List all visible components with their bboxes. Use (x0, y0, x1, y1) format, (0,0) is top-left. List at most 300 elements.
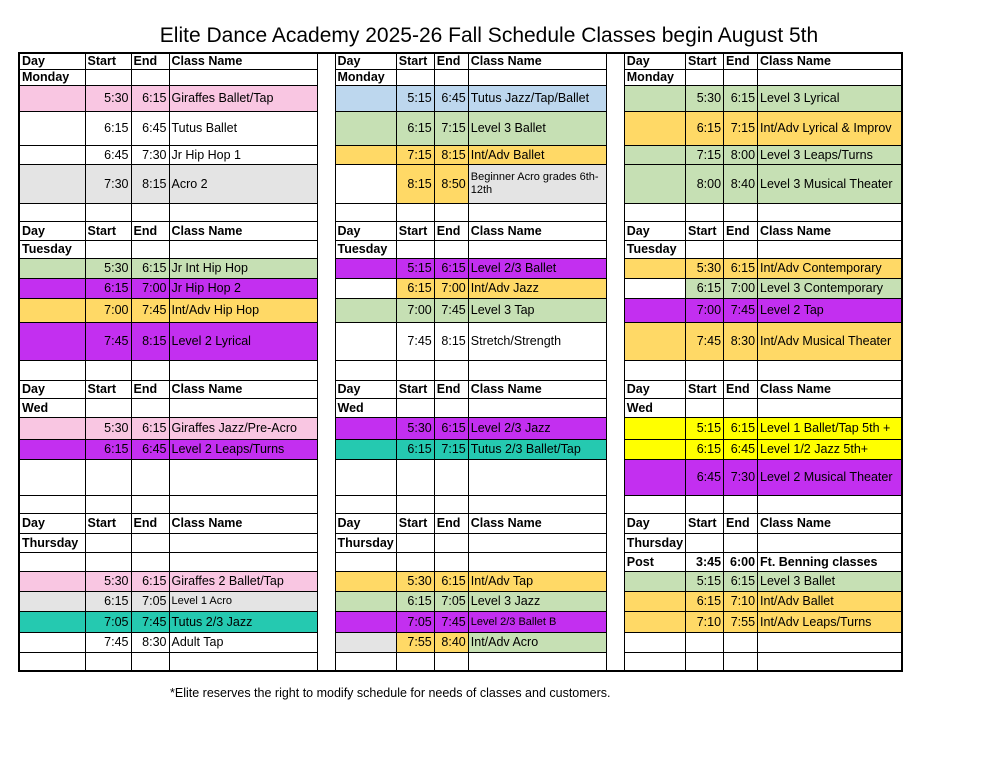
cell-day (19, 439, 85, 459)
cell-class-name (758, 398, 902, 417)
schedule-row (19, 278, 902, 298)
cell-start (396, 652, 434, 671)
schedule-row (19, 552, 902, 571)
column-gap (606, 591, 624, 611)
cell-class-name: Level 2 Musical Theater (758, 459, 902, 495)
cell-class-name: Giraffes 2 Ballet/Tap (169, 571, 317, 591)
cell-day: Day (624, 513, 685, 533)
cell-class-name: Stretch/Strength (468, 322, 606, 360)
cell-class-name: Jr Int Hip Hop (169, 258, 317, 278)
cell-class-name: Class Name (758, 380, 902, 398)
cell-class-name: Class Name (468, 513, 606, 533)
cell-start: 7:45 (396, 322, 434, 360)
cell-end: End (724, 513, 758, 533)
cell-start (686, 240, 724, 258)
cell-start: 7:00 (85, 298, 131, 322)
cell-day (19, 258, 85, 278)
cell-end: End (724, 380, 758, 398)
schedule-row (19, 533, 902, 552)
schedule-row (19, 53, 902, 69)
cell-start: 7:00 (686, 298, 724, 322)
cell-start: Start (396, 380, 434, 398)
cell-class-name: Level 3 Lyrical (758, 85, 902, 111)
column-gap (317, 632, 335, 652)
column-gap (606, 298, 624, 322)
cell-day (624, 258, 685, 278)
cell-end: 6:15 (724, 85, 758, 111)
schedule-row (19, 164, 902, 203)
cell-start: 5:15 (396, 85, 434, 111)
cell-start (85, 398, 131, 417)
cell-start (686, 360, 724, 380)
cell-day: Tuesday (19, 240, 85, 258)
cell-end: 7:45 (724, 298, 758, 322)
cell-end (434, 203, 468, 221)
schedule-row (19, 221, 902, 240)
column-gap (606, 571, 624, 591)
cell-day: Monday (19, 69, 85, 85)
cell-end (131, 459, 169, 495)
page-title: Elite Dance Academy 2025-26 Fall Schedule Classes begin August 5th (159, 24, 819, 47)
cell-class-name: Level 2 Tap (758, 298, 902, 322)
cell-start (85, 533, 131, 552)
cell-start: 6:15 (85, 111, 131, 145)
cell-class-name (169, 552, 317, 571)
cell-start: 6:15 (686, 278, 724, 298)
cell-day (19, 203, 85, 221)
column-gap (606, 240, 624, 258)
cell-class-name: Int/Adv Hip Hop (169, 298, 317, 322)
cell-end: End (131, 53, 169, 69)
cell-start (396, 69, 434, 85)
cell-class-name (468, 360, 606, 380)
cell-end: 6:15 (131, 417, 169, 439)
column-gap (606, 85, 624, 111)
cell-end: 6:15 (724, 571, 758, 591)
column-gap (606, 258, 624, 278)
cell-day (624, 164, 685, 203)
schedule-row (19, 360, 902, 380)
cell-end: 8:15 (131, 322, 169, 360)
cell-end: End (724, 53, 758, 69)
cell-class-name (468, 495, 606, 513)
cell-start (396, 203, 434, 221)
column-gap (317, 513, 335, 533)
cell-start: Start (686, 513, 724, 533)
cell-start (85, 495, 131, 513)
cell-end: 7:15 (434, 439, 468, 459)
cell-end: 8:00 (724, 145, 758, 164)
column-gap (317, 495, 335, 513)
cell-end (434, 69, 468, 85)
cell-end: 7:55 (724, 611, 758, 632)
column-gap (606, 164, 624, 203)
cell-class-name (758, 495, 902, 513)
cell-day (624, 278, 685, 298)
cell-start: 5:30 (686, 258, 724, 278)
column-gap (606, 53, 624, 69)
cell-end (724, 360, 758, 380)
cell-end (434, 360, 468, 380)
cell-end: 8:50 (434, 164, 468, 203)
cell-start: 7:05 (396, 611, 434, 632)
cell-start: 7:55 (396, 632, 434, 652)
cell-day (335, 611, 396, 632)
cell-end (131, 69, 169, 85)
column-gap (606, 439, 624, 459)
column-gap (606, 322, 624, 360)
cell-end: 6:15 (131, 85, 169, 111)
column-gap (317, 439, 335, 459)
cell-end: End (434, 380, 468, 398)
cell-start: Start (85, 221, 131, 240)
cell-class-name: Giraffes Jazz/Pre-Acro (169, 417, 317, 439)
cell-day (624, 298, 685, 322)
cell-class-name: Level 1 Acro (169, 591, 317, 611)
cell-start (396, 240, 434, 258)
column-gap (317, 111, 335, 145)
cell-class-name: Int/Adv Ballet (468, 145, 606, 164)
cell-start: 6:45 (85, 145, 131, 164)
cell-start: 7:10 (686, 611, 724, 632)
cell-class-name (468, 552, 606, 571)
cell-class-name (468, 652, 606, 671)
cell-start (396, 360, 434, 380)
cell-class-name: Tutus 2/3 Ballet/Tap (468, 439, 606, 459)
cell-end: 7:05 (131, 591, 169, 611)
cell-class-name: Tutus 2/3 Jazz (169, 611, 317, 632)
cell-day: Day (335, 380, 396, 398)
cell-end: 7:15 (434, 111, 468, 145)
cell-day (624, 111, 685, 145)
cell-end: End (434, 513, 468, 533)
cell-class-name (169, 360, 317, 380)
cell-class-name: Jr Hip Hop 2 (169, 278, 317, 298)
cell-day (335, 495, 396, 513)
cell-start (85, 552, 131, 571)
cell-day (335, 258, 396, 278)
schedule-row (19, 495, 902, 513)
cell-class-name: Level 2/3 Jazz (468, 417, 606, 439)
cell-start: 5:30 (686, 85, 724, 111)
cell-start: Start (85, 53, 131, 69)
cell-end: 7:45 (434, 298, 468, 322)
cell-start: 6:15 (85, 591, 131, 611)
schedule-row (19, 203, 902, 221)
cell-day (624, 322, 685, 360)
cell-day (335, 439, 396, 459)
cell-end: End (724, 221, 758, 240)
cell-class-name: Ft. Benning classes (758, 552, 902, 571)
schedule-row (19, 298, 902, 322)
cell-end: 6:45 (724, 439, 758, 459)
cell-class-name (758, 240, 902, 258)
cell-class-name: Class Name (468, 53, 606, 69)
cell-class-name: Int/Adv Tap (468, 571, 606, 591)
cell-end: 7:30 (724, 459, 758, 495)
cell-day (335, 298, 396, 322)
column-gap (606, 632, 624, 652)
cell-start: Start (686, 221, 724, 240)
cell-day (19, 145, 85, 164)
cell-start (85, 240, 131, 258)
cell-start (85, 203, 131, 221)
cell-start: 7:45 (85, 322, 131, 360)
column-gap (606, 398, 624, 417)
cell-end: 6:15 (434, 417, 468, 439)
cell-day (335, 552, 396, 571)
cell-class-name: Giraffes Ballet/Tap (169, 85, 317, 111)
schedule-row (19, 459, 902, 495)
cell-class-name: Class Name (169, 380, 317, 398)
cell-start: 6:15 (396, 278, 434, 298)
cell-start: 5:30 (396, 417, 434, 439)
cell-class-name (468, 533, 606, 552)
schedule-row (19, 398, 902, 417)
cell-day: Day (624, 380, 685, 398)
cell-day (335, 571, 396, 591)
cell-class-name: Level 3 Musical Theater (758, 164, 902, 203)
schedule-row (19, 632, 902, 652)
cell-start (85, 360, 131, 380)
schedule-row (19, 439, 902, 459)
cell-class-name: Int/Adv Contemporary (758, 258, 902, 278)
column-gap (317, 611, 335, 632)
cell-day (624, 571, 685, 591)
cell-day: Post (624, 552, 685, 571)
column-gap (317, 652, 335, 671)
cell-end (131, 652, 169, 671)
column-gap (317, 398, 335, 417)
column-gap (317, 322, 335, 360)
cell-day: Monday (624, 69, 685, 85)
cell-day: Day (335, 53, 396, 69)
cell-end (724, 533, 758, 552)
cell-class-name (169, 69, 317, 85)
cell-day: Wed (335, 398, 396, 417)
cell-end: End (131, 380, 169, 398)
cell-end (434, 398, 468, 417)
cell-start: 5:30 (85, 417, 131, 439)
column-gap (317, 571, 335, 591)
cell-day (624, 632, 685, 652)
cell-class-name: Level 3 Jazz (468, 591, 606, 611)
cell-day (624, 85, 685, 111)
cell-end: 7:15 (724, 111, 758, 145)
cell-class-name: Level 2/3 Ballet (468, 258, 606, 278)
column-gap (317, 164, 335, 203)
cell-end (724, 652, 758, 671)
cell-day (19, 278, 85, 298)
cell-class-name: Class Name (169, 53, 317, 69)
cell-start: 6:15 (85, 278, 131, 298)
cell-day (624, 591, 685, 611)
cell-end (131, 203, 169, 221)
cell-start (85, 652, 131, 671)
column-gap (606, 652, 624, 671)
cell-class-name: Class Name (758, 53, 902, 69)
cell-end (724, 495, 758, 513)
cell-class-name: Level 3 Ballet (468, 111, 606, 145)
cell-start: 5:30 (85, 85, 131, 111)
cell-end: 8:40 (724, 164, 758, 203)
cell-day: Thursday (624, 533, 685, 552)
cell-class-name: Beginner Acro grades 6th-12th (468, 164, 606, 203)
cell-start: Start (686, 53, 724, 69)
cell-class-name (468, 459, 606, 495)
cell-day (19, 652, 85, 671)
column-gap (317, 258, 335, 278)
cell-start: 6:45 (686, 459, 724, 495)
cell-start: 5:15 (686, 417, 724, 439)
cell-end: 7:45 (131, 298, 169, 322)
cell-day (335, 85, 396, 111)
cell-class-name (169, 398, 317, 417)
schedule-row (19, 652, 902, 671)
cell-class-name: Level 3 Ballet (758, 571, 902, 591)
cell-day (19, 322, 85, 360)
column-gap (317, 417, 335, 439)
cell-day (624, 495, 685, 513)
cell-start: 5:30 (85, 571, 131, 591)
cell-class-name (468, 203, 606, 221)
cell-class-name: Acro 2 (169, 164, 317, 203)
cell-class-name: Int/Adv Musical Theater (758, 322, 902, 360)
cell-class-name (758, 533, 902, 552)
cell-end: End (131, 221, 169, 240)
cell-day: Tuesday (335, 240, 396, 258)
cell-end: 6:15 (131, 258, 169, 278)
cell-day (335, 203, 396, 221)
cell-class-name (169, 652, 317, 671)
cell-day (19, 360, 85, 380)
cell-class-name: Level 1/2 Jazz 5th+ (758, 439, 902, 459)
cell-start: 5:15 (396, 258, 434, 278)
cell-class-name: Tutus Ballet (169, 111, 317, 145)
cell-end: 8:40 (434, 632, 468, 652)
cell-day (19, 571, 85, 591)
cell-end: 6:45 (131, 439, 169, 459)
cell-start: 5:15 (686, 571, 724, 591)
cell-class-name (758, 632, 902, 652)
column-gap (606, 533, 624, 552)
column-gap (606, 145, 624, 164)
cell-class-name: Int/Adv Leaps/Turns (758, 611, 902, 632)
cell-end (131, 552, 169, 571)
cell-day: Thursday (19, 533, 85, 552)
cell-start (396, 533, 434, 552)
cell-start (686, 69, 724, 85)
cell-class-name (468, 69, 606, 85)
column-gap (317, 533, 335, 552)
column-gap (317, 221, 335, 240)
schedule-row (19, 571, 902, 591)
cell-day: Day (335, 513, 396, 533)
cell-class-name: Class Name (758, 513, 902, 533)
cell-end: End (131, 513, 169, 533)
cell-class-name: Jr Hip Hop 1 (169, 145, 317, 164)
cell-day (19, 298, 85, 322)
cell-day (19, 552, 85, 571)
cell-start: 6:15 (396, 591, 434, 611)
cell-class-name (169, 240, 317, 258)
column-gap (317, 298, 335, 322)
cell-end: 7:00 (131, 278, 169, 298)
cell-end (434, 459, 468, 495)
cell-class-name (758, 360, 902, 380)
cell-start: 7:05 (85, 611, 131, 632)
schedule-row (19, 111, 902, 145)
cell-day (19, 632, 85, 652)
cell-class-name (468, 240, 606, 258)
column-gap (317, 53, 335, 69)
cell-day (624, 203, 685, 221)
cell-start (686, 632, 724, 652)
cell-start: 5:30 (85, 258, 131, 278)
cell-end: 8:30 (131, 632, 169, 652)
cell-end (724, 398, 758, 417)
cell-day (624, 611, 685, 632)
cell-day (335, 591, 396, 611)
cell-day (19, 417, 85, 439)
cell-day: Wed (19, 398, 85, 417)
cell-class-name: Tutus Jazz/Tap/Ballet (468, 85, 606, 111)
schedule-row (19, 513, 902, 533)
cell-day (624, 459, 685, 495)
cell-day (19, 459, 85, 495)
cell-start: 6:15 (396, 111, 434, 145)
cell-day: Day (624, 53, 685, 69)
cell-end: 7:00 (434, 278, 468, 298)
cell-end (131, 495, 169, 513)
cell-start: 7:45 (686, 322, 724, 360)
column-gap (317, 360, 335, 380)
cell-start: Start (396, 53, 434, 69)
cell-class-name (758, 69, 902, 85)
cell-start (85, 69, 131, 85)
cell-start: 6:15 (85, 439, 131, 459)
cell-class-name: Int/Adv Acro (468, 632, 606, 652)
column-gap (606, 221, 624, 240)
column-gap (317, 552, 335, 571)
cell-day (335, 360, 396, 380)
cell-class-name: Level 3 Tap (468, 298, 606, 322)
cell-start: 7:45 (85, 632, 131, 652)
column-gap (606, 203, 624, 221)
cell-class-name: Level 3 Leaps/Turns (758, 145, 902, 164)
cell-start (686, 652, 724, 671)
cell-end (724, 69, 758, 85)
cell-start: 8:00 (686, 164, 724, 203)
cell-end: 7:45 (131, 611, 169, 632)
cell-class-name (169, 533, 317, 552)
cell-class-name: Int/Adv Jazz (468, 278, 606, 298)
column-gap (606, 111, 624, 145)
cell-day: Day (335, 221, 396, 240)
cell-end (434, 240, 468, 258)
schedule-row (19, 258, 902, 278)
cell-day: Day (19, 380, 85, 398)
cell-start: 5:30 (396, 571, 434, 591)
cell-day (19, 111, 85, 145)
cell-day (624, 360, 685, 380)
cell-day (624, 439, 685, 459)
cell-end: 7:00 (724, 278, 758, 298)
cell-end: 6:15 (434, 258, 468, 278)
cell-start (85, 459, 131, 495)
cell-start (396, 495, 434, 513)
cell-start (396, 552, 434, 571)
